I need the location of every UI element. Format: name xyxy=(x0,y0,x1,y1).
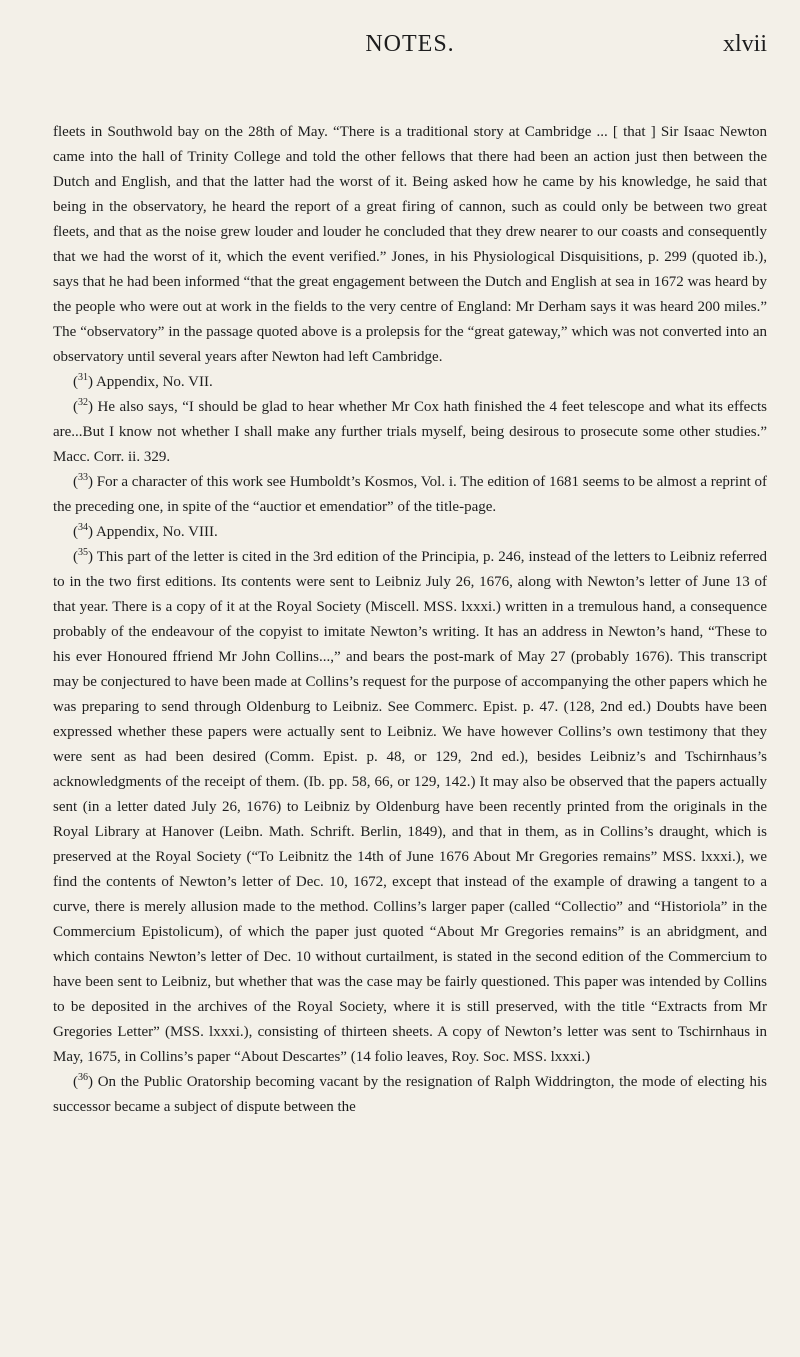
note-36 xyxy=(53,1070,767,1120)
note-text: On the Public Oratorship becoming vacant by the resignation of Ralph Widdrington, the mode of electing his successor became a subject of dispute between the xyxy=(53,1074,767,1115)
document-page xyxy=(53,28,767,1120)
note-text: Appendix, No. VIII. xyxy=(95,524,218,540)
note-33 xyxy=(53,470,767,520)
page-title: NOTES. xyxy=(365,31,455,57)
note-text: He also says, “I should be glad to hear whether Mr Cox hath finished the 4 feet telescope and what its effects are...But I know not whether I shall make any further trials myself, being desirous to prosecute some other studies.” Macc. Corr. ii. 329. xyxy=(53,399,768,465)
note-34 xyxy=(53,520,767,545)
note-number: ($^{36}$) xyxy=(73,1072,93,1090)
note-35 xyxy=(53,545,767,1070)
note-32 xyxy=(53,395,767,470)
page-number: xlvii xyxy=(722,31,767,57)
page-header xyxy=(53,28,767,68)
note-number: ($^{35}$) xyxy=(73,547,93,565)
note-31 xyxy=(53,370,767,395)
note-text: This part of the letter is cited in the 3rd edition of the Principia, p. 246, instead of the letters to Leibniz referred to in the two first editions. Its contents were sent to Leibniz July 26, 1676, along with Newton’s letter of June 13 of that year. There is a copy of it at the Royal Society (Miscell. MSS. lxxxi.) written in a tremulous hand, a consequence probably of the endeavour of the copyist to imitate Newton’s writing. It has an address in Newton’s hand, “These to his ever Honoured ffriend Mr John Collins...,” and bears the post-mark of May 27 (probably 1676). This transcript may be conjectured to have been made at Collins’s request for the purpose of accompanying the other papers which he was preparing to send through Oldenburg to Leibniz. See Commerc. Epist. p. 47. (128, 2nd ed.) Doubts have been expressed whether these papers were actually sent to Leibniz. We have however Collins’s own testimony that they were sent as had been desired (Comm. Epist. p. 48, or 129, 2nd ed.), besides Leibniz’s and Tschirnhaus’s acknowledgments of the receipt of them. (Ib. pp. 58, 66, or 129, 142.) It may also be observed that the papers actually sent (in a letter dated July 26, 1676) to Leibniz by Oldenburg have been recently printed from the originals in the Royal Library at Hanover (Leibn. Math. Schrift. Berlin, 1849), and that in them, as in Collins’s draught, which is preserved at the Royal Society (“To Leibnitz the 14th of June 1676 About Mr Gregories remains” MSS. lxxxi.), we find the contents of Newton’s letter of Dec. 10, 1672, except that instead of the example of drawing a tangent to a curve, there is merely allusion made to the method. Collins’s larger paper (called “Collectio” and “Historiola” in the Commercium Epistolicum), of which the paper just quoted “About Mr Gregories remains” is an abridgment, and which contains Newton’s letter of Dec. 10 without curtailment, is stated in the second edition of the Commercium to have been sent to Leibniz, but whether that was the case may be fairly questioned. This paper was intended by Collins to be deposited in the archives of the Royal Society, where it is still preserved, with the title “Extracts from Mr Gregories Letter” (MSS. lxxxi.), consisting of thirteen sheets. A copy of Newton’s letter was sent to Tschirnhaus in May, 1675, in Collins’s paper “About Descartes” (14 folio leaves, Roy. Soc. MSS. lxxxi.) xyxy=(53,549,768,1065)
note-number: ($^{31}$) xyxy=(73,372,93,390)
note-number: ($^{34}$) xyxy=(73,522,93,540)
notes-body xyxy=(53,120,767,1120)
note-number: ($^{32}$) xyxy=(73,397,93,415)
note-text: Appendix, No. VII. xyxy=(95,374,213,390)
continued-paragraph: fleets in Southwold bay on the 28th of May. “There is a traditional story at Cambridge ... [ that ] Sir Isaac Newton came into the hall of Trinity College and told the other fellows that there had been an action just then between the Dutch and English, and that the latter had the worst of it. Being asked how he came by his knowledge, he said that being in the observatory, he heard the report of a great firing of cannon, such as could only be between two great fleets, and that as the noise grew louder and louder he concluded that they drew nearer to our coasts and consequently that we had the worst of it, which the event verified.” Jones, in his Physiological Disquisitions, p. 299 (quoted ib.), says that he had been informed “that the great engagement between the Dutch and English at sea in 1672 was heard by the people who were out at work in the fields to the very centre of England: Mr Derham says it was heard 200 miles.” The “observatory” in the passage quoted above is a prolepsis for the “great gateway,” which was not converted into an observatory until several years after Newton had left Cambridge. xyxy=(53,124,767,365)
note-text: For a character of this work see Humboldt’s Kosmos, Vol. i. The edition of 1681 seems to be almost a reprint of the preceding one, in spite of the “auctior et emendatior” of the title-page. xyxy=(53,474,768,515)
note-number: ($^{33}$) xyxy=(73,472,93,490)
